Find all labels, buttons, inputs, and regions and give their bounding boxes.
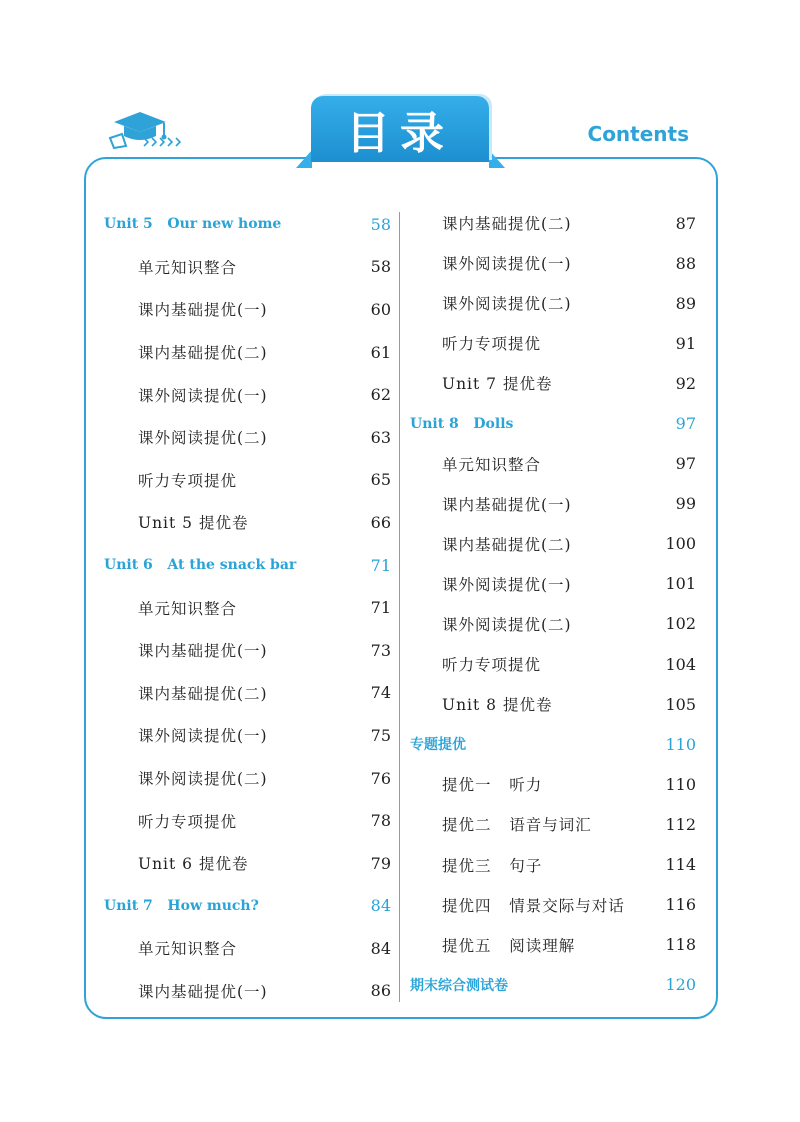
toc-entry-page: 73 — [370, 640, 391, 660]
toc-entry[interactable] — [104, 288, 391, 331]
toc-entry[interactable] — [104, 586, 391, 629]
toc-entry[interactable] — [410, 323, 696, 363]
toc-entry[interactable] — [410, 925, 696, 965]
toc-entry-page: 120 — [665, 975, 696, 995]
toc-entry-page: 74 — [370, 683, 391, 703]
toc-entry-page: 79 — [370, 853, 391, 873]
toc-entry-page: 86 — [370, 981, 391, 1001]
toc-entry[interactable] — [104, 714, 391, 757]
toc-entry-page: 71 — [370, 598, 391, 618]
toc-entry-title: 单元知识整合 — [138, 258, 238, 277]
toc-entry-title: Unit 7 How much? — [104, 897, 259, 914]
toc-entry-title: Unit 5 Our new home — [104, 216, 282, 233]
toc-entry-page: 58 — [370, 214, 391, 234]
toc-section-heading[interactable] — [104, 885, 391, 928]
toc-section-heading[interactable] — [410, 403, 696, 443]
toc-entry-title: Unit 8 Dolls — [410, 415, 514, 432]
toc-entry-page: 78 — [370, 811, 391, 831]
toc-entry-page: 88 — [675, 253, 696, 273]
toc-entry[interactable] — [410, 885, 696, 925]
toc-entry-page: 104 — [665, 654, 696, 674]
toc-entry-title: 课外阅读提优(二) — [138, 770, 268, 789]
toc-entry-title: Unit 6 At the snack bar — [104, 557, 297, 574]
toc-entry[interactable] — [104, 927, 391, 970]
toc-entry[interactable] — [104, 416, 391, 459]
toc-entry-title: Unit 6 提优卷 — [138, 855, 249, 874]
toc-entry-title: 课外阅读提优(二) — [442, 615, 572, 634]
toc-entry-page: 76 — [370, 768, 391, 788]
toc-entry[interactable] — [410, 363, 696, 403]
toc-entry-page: 92 — [675, 373, 696, 393]
graduation-cap-icon — [106, 106, 192, 152]
toc-entry-page: 102 — [665, 614, 696, 634]
toc-entry[interactable] — [104, 799, 391, 842]
toc-entry-page: 91 — [675, 333, 696, 353]
toc-entry-page: 61 — [370, 342, 391, 362]
toc-entry-page: 97 — [675, 414, 696, 434]
toc-section-heading[interactable] — [410, 724, 696, 764]
toc-entry-title: 听力专项提优 — [442, 656, 542, 675]
toc-section-heading[interactable] — [104, 544, 391, 587]
toc-entry[interactable] — [104, 970, 391, 1013]
toc-entry[interactable] — [104, 246, 391, 289]
toc-entry-title: 课内基础提优(二) — [442, 215, 572, 234]
toc-entry[interactable] — [410, 604, 696, 644]
toc-entry-title: Unit 7 提优卷 — [442, 375, 553, 394]
toc-entry-page: 114 — [665, 855, 696, 875]
toc-entry[interactable] — [104, 373, 391, 416]
toc-entry-title: 课外阅读提优(一) — [138, 727, 268, 746]
toc-entry-page: 63 — [370, 427, 391, 447]
toc-entry-title: 单元知识整合 — [138, 599, 238, 618]
toc-entry-title: 课内基础提优(一) — [138, 982, 268, 1001]
toc-entry[interactable] — [104, 757, 391, 800]
toc-entry-title: 提优一 听力 — [442, 776, 543, 795]
toc-entry-title: Unit 8 提优卷 — [442, 696, 553, 715]
toc-entry-title: 课外阅读提优(二) — [442, 295, 572, 314]
toc-entry-title: 提优四 情景交际与对话 — [442, 896, 625, 915]
toc-entry[interactable] — [104, 672, 391, 715]
page-title: 目录 — [311, 96, 489, 162]
toc-entry-title: 听力专项提优 — [442, 335, 542, 354]
toc-entry-title: 听力专项提优 — [138, 471, 238, 490]
toc-entry-title: 单元知识整合 — [442, 455, 542, 474]
toc-entry-title: Unit 5 提优卷 — [138, 514, 249, 533]
toc-entry-title: 专题提优 — [410, 737, 466, 754]
toc-entry-page: 75 — [370, 725, 391, 745]
toc-entry-page: 84 — [370, 938, 391, 958]
toc-entry-page: 84 — [370, 896, 391, 916]
toc-entry-title: 听力专项提优 — [138, 812, 238, 831]
toc-entry-page: 105 — [665, 694, 696, 714]
toc-entry[interactable] — [104, 331, 391, 374]
toc-entry[interactable] — [410, 845, 696, 885]
toc-entry-title: 单元知识整合 — [138, 940, 238, 959]
toc-entry[interactable] — [410, 444, 696, 484]
toc-entry[interactable] — [410, 484, 696, 524]
toc-entry-page: 87 — [675, 213, 696, 233]
toc-entry[interactable] — [410, 283, 696, 323]
toc-entry-page: 110 — [665, 734, 696, 754]
toc-section-heading[interactable] — [410, 965, 696, 1005]
toc-entry-title: 课内基础提优(二) — [138, 684, 268, 703]
toc-entry[interactable] — [410, 564, 696, 604]
toc-entry-page: 99 — [675, 494, 696, 514]
toc-entry[interactable] — [410, 243, 696, 283]
toc-entry-page: 58 — [370, 257, 391, 277]
column-divider — [399, 212, 400, 1002]
toc-entry-page: 116 — [665, 895, 696, 915]
toc-entry[interactable] — [104, 459, 391, 502]
toc-entry-title: 提优三 句子 — [442, 856, 543, 875]
toc-left-column — [104, 203, 391, 1012]
toc-entry[interactable] — [104, 842, 391, 885]
toc-entry[interactable] — [104, 629, 391, 672]
toc-entry[interactable] — [410, 764, 696, 804]
toc-section-heading[interactable] — [104, 203, 391, 246]
toc-entry-page: 65 — [370, 470, 391, 490]
contents-label: Contents — [587, 122, 689, 146]
toc-entry[interactable] — [410, 524, 696, 564]
toc-entry-title: 期末综合测试卷 — [410, 977, 508, 994]
toc-entry-title: 课外阅读提优(一) — [442, 255, 572, 274]
toc-entry-title: 课外阅读提优(一) — [442, 575, 572, 594]
toc-entry[interactable] — [104, 501, 391, 544]
toc-entry-page: 66 — [370, 512, 391, 532]
toc-entry-title: 课内基础提优(一) — [442, 495, 572, 514]
toc-entry-page: 112 — [665, 814, 696, 834]
toc-entry-title: 课内基础提优(二) — [138, 344, 268, 363]
toc-entry-page: 62 — [370, 385, 391, 405]
toc-entry-page: 101 — [665, 574, 696, 594]
toc-entry-title: 提优二 语音与词汇 — [442, 816, 592, 835]
toc-entry-title: 课内基础提优(一) — [138, 301, 268, 320]
toc-entry-title: 课内基础提优(一) — [138, 642, 268, 661]
toc-entry-page: 97 — [675, 454, 696, 474]
toc-entry-page: 71 — [370, 555, 391, 575]
toc-entry[interactable] — [410, 203, 696, 243]
toc-entry-title: 课外阅读提优(一) — [138, 386, 268, 405]
toc-entry[interactable] — [410, 644, 696, 684]
toc-entry-title: 提优五 阅读理解 — [442, 936, 576, 955]
toc-entry[interactable] — [410, 804, 696, 844]
toc-entry-title: 课内基础提优(二) — [442, 535, 572, 554]
toc-entry-title: 课外阅读提优(二) — [138, 429, 268, 448]
toc-entry-page: 89 — [675, 293, 696, 313]
toc-entry-page: 110 — [665, 774, 696, 794]
toc-entry-page: 118 — [665, 935, 696, 955]
toc-entry-page: 100 — [665, 534, 696, 554]
toc-entry[interactable] — [410, 684, 696, 724]
toc-entry-page: 60 — [370, 299, 391, 319]
toc-right-column — [410, 203, 696, 1005]
